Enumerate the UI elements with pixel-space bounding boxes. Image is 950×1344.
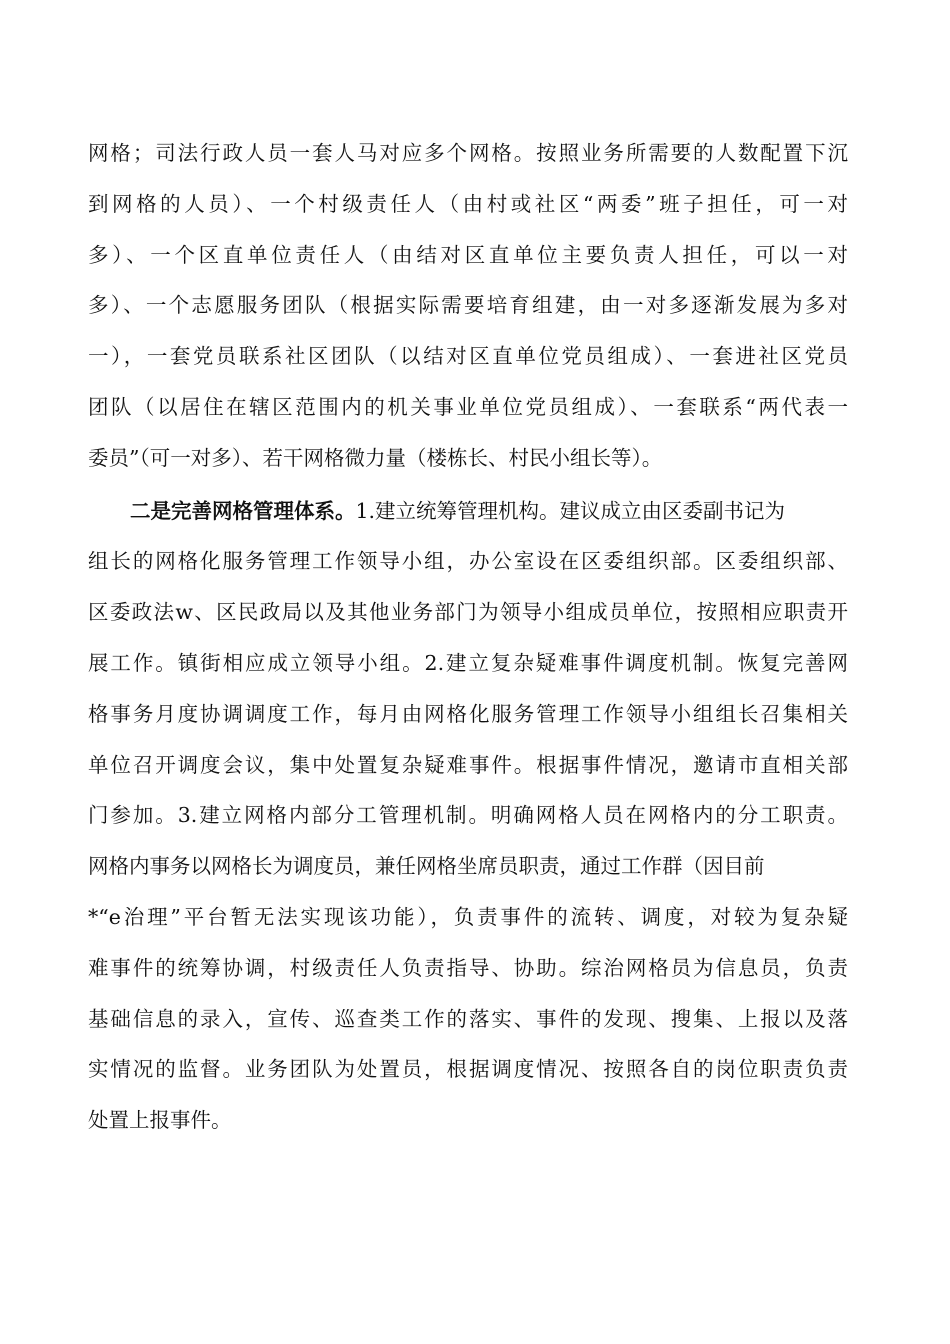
text-line: 处置上报事件。 [88,1108,232,1133]
text-line: 二是完善网格管理体系。1.建立统筹管理机构。建议成立由区委副书记为 [130,498,786,523]
section-lead: 二是完善网格管理体系。 [130,498,356,523]
text-line: 到网格的人员）、一个村级责任人（由村或社区“两委”班子担任，可一对 [88,191,848,216]
text-line: 团队（以居住在辖区范围内的机关事业单位党员组成）、一套联系“两代表一 [88,394,848,419]
text-line: *“e治理”平台暂无法实现该功能），负责事件的流转、调度，对较为复杂疑 [88,904,848,929]
text-line: 难事件的统筹协调，村级责任人负责指导、协助。综治网格员为信息员，负责 [88,955,848,980]
text-line: 组长的网格化服务管理工作领导小组，办公室设在区委组织部。区委组织部、 [88,549,848,574]
document-body [88,128,848,1146]
text-line: 网格内事务以网格长为调度员，兼任网格坐席员职责，通过工作群（因目前 [88,854,765,879]
text-line: 多）、一个志愿服务团队（根据实际需要培育组建，由一对多逐渐发展为多对 [88,293,848,318]
text-line: 实情况的监督。业务团队为处置员，根据调度情况、按照各自的岗位职责负责 [88,1057,848,1082]
text-line: 一），一套党员联系社区团队（以结对区直单位党员组成）、一套进社区党员 [88,344,848,369]
text-line: 委员”（可一对多）、若干网格微力量（楼栋长、村民小组长等）。 [88,445,663,470]
text-line: 展工作。镇街相应成立领导小组。2.建立复杂疑难事件调度机制。恢复完善网 [88,650,848,675]
text-line: 多）、一个区直单位责任人（由结对区直单位主要负责人担任，可以一对 [88,242,848,267]
text-line: 区委政法w、区民政局以及其他业务部门为领导小组成员单位，按照相应职责开 [88,600,848,625]
text-line: 单位召开调度会议，集中处置复杂疑难事件。根据事件情况，邀请市直相关部 [88,752,848,777]
text-line: 基础信息的录入，宣传、巡查类工作的落实、事件的发现、搜集、上报以及落 [88,1006,848,1031]
text-line: 格事务月度协调调度工作，每月由网格化服务管理工作领导小组组长召集相关 [88,701,848,726]
text-line: 网格；司法行政人员一套人马对应多个网格。按照业务所需要的人数配置下沉 [88,141,848,165]
text-line: 门参加。3.建立网格内部分工管理机制。明确网格人员在网格内的分工职责。 [88,803,848,828]
